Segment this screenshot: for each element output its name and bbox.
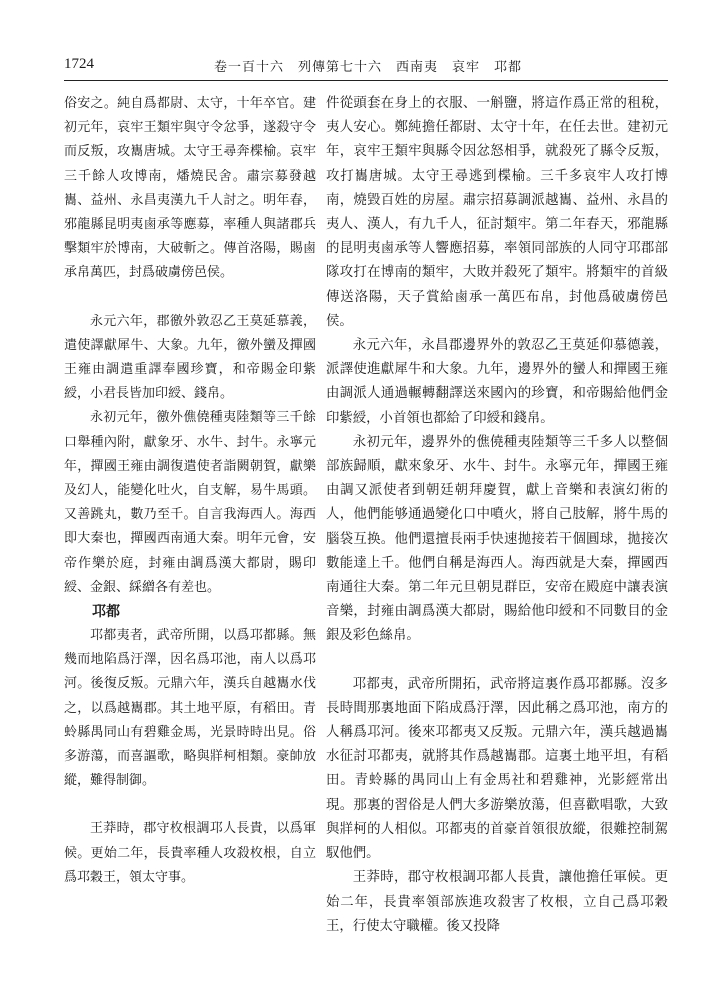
translation-paragraph: 永元六年，永昌郡邊界外的敦忍乙王莫延仰慕德義，派譯使進獻犀牛和大象。九年，邊界外的蠻人和撣國王雍由調派人通過輾轉翻譯送來國內的珍寶，和帝賜給他們金印紫綬，小首領也都給了印綬和錢帛。 — [326, 338, 668, 426]
header-rule — [64, 80, 668, 81]
page-number: 1724 — [64, 56, 94, 72]
classical-paragraph: 王莽時，郡守枚根調邛人長貴，以爲軍候。更始二年，長貴率種人攻殺枚根，自立爲邛穀王，領太守事。 — [64, 821, 316, 885]
translation-text-column — [326, 92, 668, 972]
section-heading: 邛都 — [92, 604, 120, 621]
classical-paragraph: 永元六年，郡徼外敦忍乙王莫延慕義，遣使譯獻犀牛、大象。九年，徼外蠻及撣國王雍由調遣重譯奉國珍寶，和帝賜金印紫綬，小君長皆加印綬、錢帛。 — [64, 313, 316, 402]
translation-paragraph: 邛都夷，武帝所開拓，武帝將這裏作爲邛都縣。沒多長時間那裏地面下陷成爲汙澤，因此稱之爲邛池，南方的人稱爲邛河。後來邛都夷又反叛。元鼎六年，漢兵越過巂水征討邛都夷，就將其作爲越巂郡。這裏土地平坦，有稻田。青蛉縣的禺同山上有金馬社和碧雞神，光影經常出現。那裏的習俗是人們大多游樂放蕩，但喜歡唱歌，大致與牂柯的人相似。邛都夷的首豪首領很放縱，很難控制駕馭他們。 — [326, 676, 668, 862]
page-header — [64, 56, 664, 78]
translation-paragraph: 永初元年，邊界外的僬僥種夷陸類等三千多人以整個部族歸順，獻來象牙、水牛、封牛。永寧元年，撣國王雍由調又派使者到朝廷朝拜慶賀，獻上音樂和表演幻術的人，他們能够通過變化口中噴火，將自己肢解，將牛馬的腦袋互换。他們還擅長兩手快速拋接若干個圓球，拋接次數能達上千。他們自稱是海西人。海西就是大秦，撣國西南通往大秦。第二年元旦朝見群臣，安帝在殿庭中讓表演音樂，封雍由調爲漢大都尉，賜給他印綬和不同數目的金銀及彩色絲帛。 — [326, 434, 668, 644]
translation-paragraph: 件從頭套在身上的衣服、一斛鹽，將這作爲正常的租稅，夷人安心。鄭純擔任都尉、太守十年，在任去世。建初元年，哀牢王類牢與縣令因忿怒相爭，就殺死了縣令反叛，攻打巂唐城。太守王尋逃到楪榆。三千多哀牢人攻打博南，燒毀百姓的房屋。肅宗招募調派越巂、益州、永昌的夷人、漢人，有九千人，征討類牢。第二年春天，邪龍縣的昆明夷鹵承等人響應招募，率領同部族的人同守邛郡部隊攻打在博南的類牢，大敗并殺死了類牢。將類牢的首級傳送洛陽，天子賞給鹵承一萬匹布帛，封他爲破虜傍邑侯。 — [326, 96, 668, 329]
translation-paragraph: 王莽時，郡守枚根調邛都人長貴，讓他擔任軍候。更始二年，長貴率領部族進攻殺害了枚根，立自己爲邛穀王，行使太守職權。後又投降 — [326, 870, 668, 934]
classical-paragraph: 俗安之。純自爲都尉、太守，十年卒官。建初元年，哀牢王類牢與守令忿爭，遂殺守令而反叛，攻巂唐城。太守王尋奔楪榆。哀牢三千餘人攻博南，燔燒民舍。肅宗募發越巂、益州、永昌夷漢九千人討之。明年春，邪龍縣昆明夷鹵承等應募，率種人與諸郡兵擊類牢於博南，大破斬之。傳首洛陽，賜鹵承帛萬匹，封爲破虜傍邑侯。 — [64, 96, 316, 281]
running-head: 卷一百十六 列傳第七十六 西南夷 哀牢 邛都 — [214, 60, 523, 75]
classical-paragraph: 永初元年，徼外僬僥種夷陸類等三千餘口舉種內附，獻象牙、水牛、封牛。永寧元年，撣國王雍由調復遣使者詣闕朝賀，獻樂及幻人，能變化吐火，自支解，易牛馬頭。又善跳丸，數乃至千。自言我海西人。海西即大秦也，撣國西南通大秦。明年元會，安帝作樂於庭，封雍由調爲漢大都尉，賜印綬、金銀、綵繒各有差也。 — [64, 410, 316, 595]
classical-paragraph: 邛都夷者，武帝所開，以爲邛都縣。無幾而地陷爲汙澤，因名爲邛池，南人以爲邛河。後復反叛。元鼎六年，漢兵自越巂水伐之，以爲越巂郡。其土地平原，有稻田。青蛉縣禺同山有碧雞金馬，光景時時出見。俗多游蕩，而喜謳歌，略與牂柯相類。豪帥放縱，難得制御。 — [64, 628, 316, 789]
classical-text-column — [64, 92, 316, 972]
